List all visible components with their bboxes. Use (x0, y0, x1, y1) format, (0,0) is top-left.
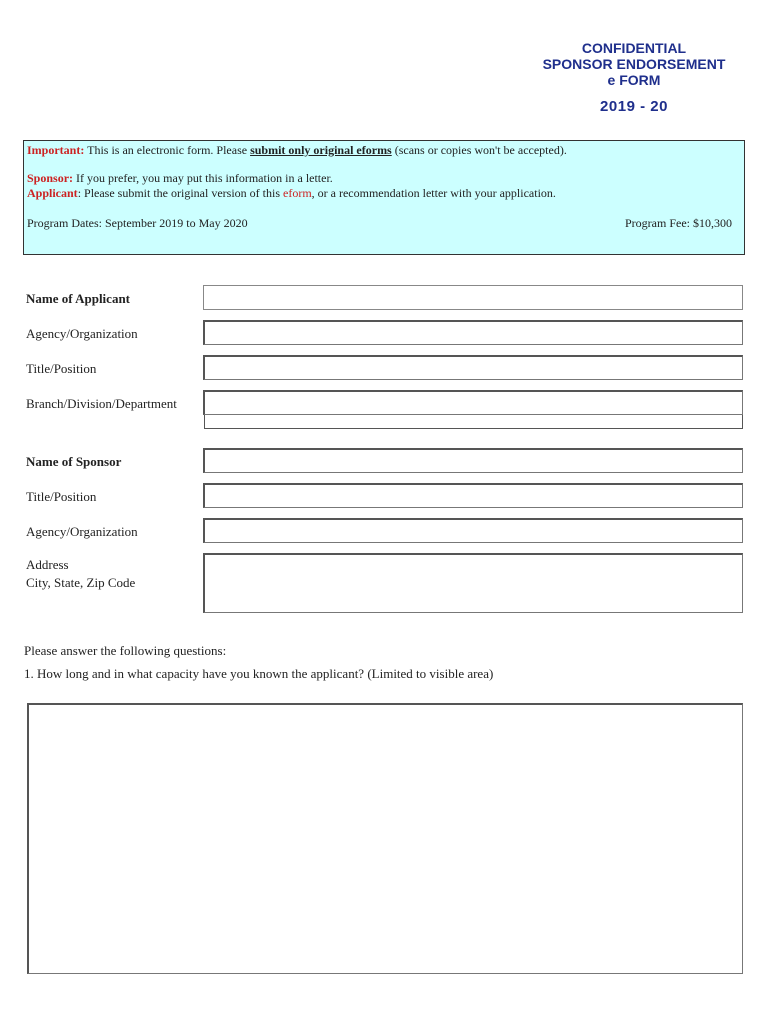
name-of-applicant-label: Name of Applicant (26, 291, 130, 306)
applicant-name-input[interactable] (203, 285, 743, 310)
notice-box (23, 140, 745, 255)
applicant-eform: eform (283, 186, 312, 200)
applicant-branch-overflow (204, 415, 743, 429)
sponsor-title-label: Title/Position (26, 489, 97, 504)
applicant-label: Applicant (27, 186, 78, 200)
sponsor-address-input[interactable] (203, 553, 743, 613)
applicant-title-label: Title/Position (26, 361, 97, 376)
sponsor-text: If you prefer, you may put this information in a letter. (73, 171, 333, 185)
program-dates: Program Dates: September 2019 to May 2020 (27, 216, 248, 230)
sponsor-agency-label: Agency/Organization (26, 524, 138, 539)
applicant-branch-input[interactable] (203, 390, 743, 415)
important-line (27, 143, 567, 158)
applicant-text1: : Please submit the original version of this (77, 186, 283, 200)
question-1-answer-input[interactable] (27, 703, 743, 974)
applicant-agency-input[interactable] (203, 320, 743, 345)
form-header (500, 40, 768, 115)
important-label: Important: (27, 143, 85, 157)
header-title: SPONSOR ENDORSEMENT (542, 56, 726, 72)
applicant-line (27, 186, 556, 201)
questions-intro: Please answer the following questions: (24, 643, 227, 658)
sponsor-title-input[interactable] (203, 483, 743, 508)
important-text1: This is an electronic form. Please (84, 143, 251, 157)
sponsor-line (27, 171, 333, 186)
program-fee: Program Fee: $10,300 (625, 216, 732, 230)
applicant-text2: , or a recommendation letter with your application. (311, 186, 556, 200)
sponsor-city-label: City, State, Zip Code (26, 575, 136, 590)
header-confidential: CONFIDENTIAL (581, 40, 687, 56)
sponsor-agency-input[interactable] (203, 518, 743, 543)
applicant-agency-label: Agency/Organization (26, 326, 138, 341)
important-bold: submit only original eforms (250, 143, 392, 157)
important-text2: (scans or copies won't be accepted). (391, 143, 567, 157)
sponsor-label: Sponsor: (27, 171, 74, 185)
name-of-sponsor-label: Name of Sponsor (26, 454, 122, 469)
applicant-title-input[interactable] (203, 355, 743, 380)
header-year: 2019 - 20 (600, 98, 668, 115)
question-1: 1. How long and in what capacity have you known the applicant? (Limited to visible area) (24, 666, 494, 681)
sponsor-address-label: Address (26, 557, 69, 572)
header-eform: e FORM (607, 72, 661, 88)
applicant-branch-label: Branch/Division/Department (26, 396, 177, 411)
sponsor-name-input[interactable] (203, 448, 743, 473)
